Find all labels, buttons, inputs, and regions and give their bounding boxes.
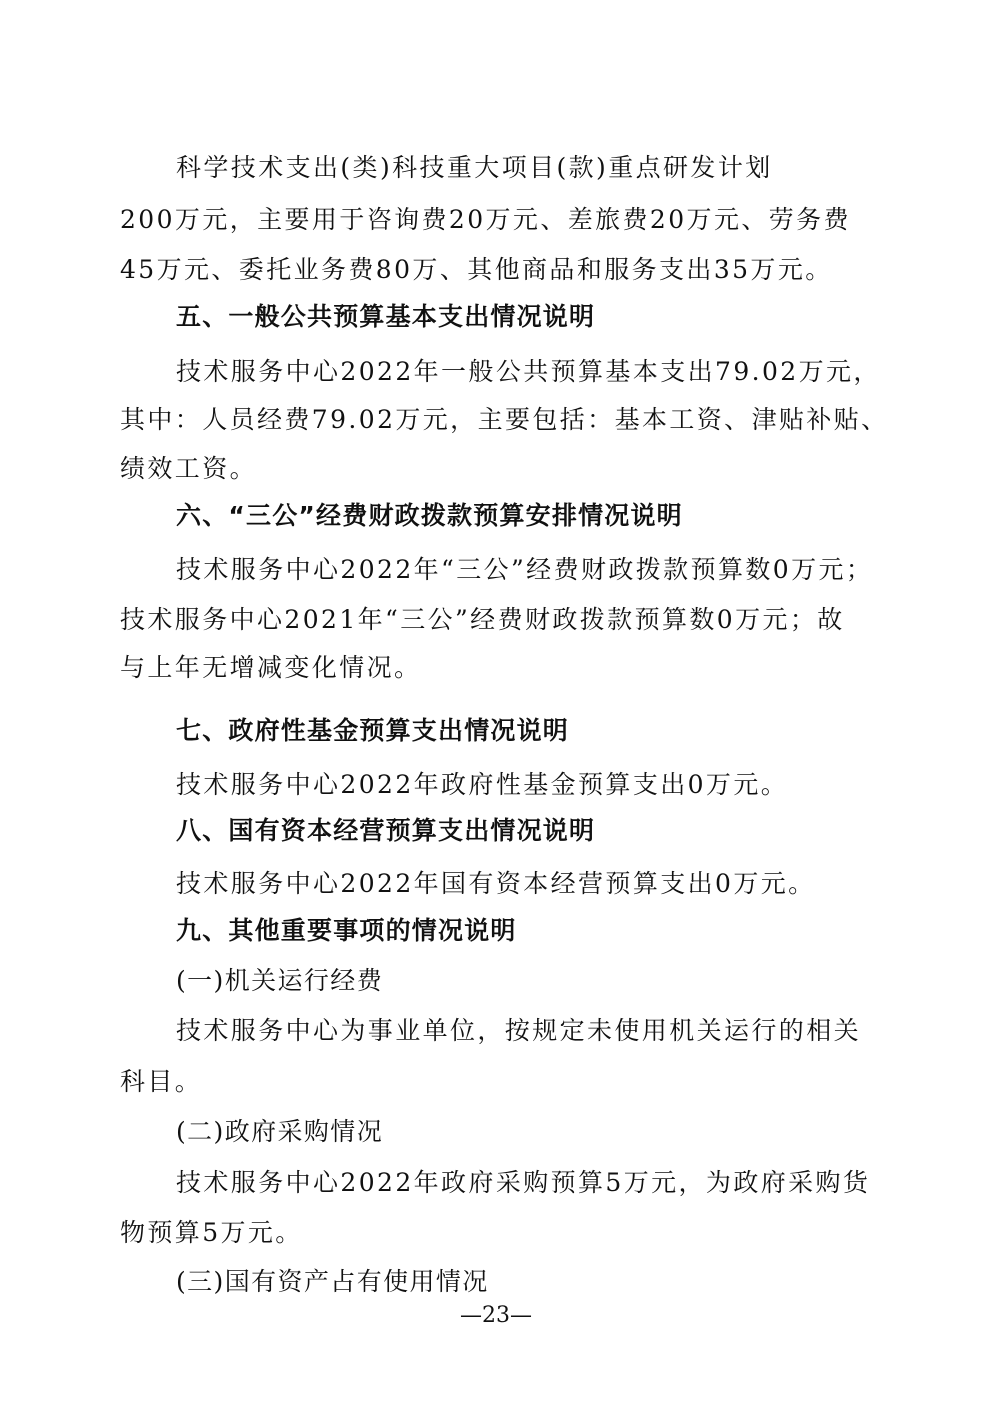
paragraph-line: 技术服务中心2022年一般公共预算基本支出79.02万元， <box>176 357 881 386</box>
paragraph-line: 科学技术支出(类)科技重大项目(款)重点研发计划 <box>176 153 773 182</box>
paragraph-line: 技术服务中心2022年政府采购预算5万元，为政府采购货 <box>176 1168 871 1197</box>
paragraph-line: 200万元，主要用于咨询费20万元、差旅费20万元、劳务费 <box>120 205 851 234</box>
section-heading: 八、国有资本经营预算支出情况说明 <box>176 816 596 845</box>
section-heading: 六、“三公”经费财政拨款预算安排情况说明 <box>176 501 683 530</box>
section-heading: 五、一般公共预算基本支出情况说明 <box>176 302 596 331</box>
paragraph-line: 技术服务中心2022年政府性基金预算支出0万元。 <box>176 770 789 799</box>
paragraph-line: 其中：人员经费79.02万元，主要包括：基本工资、津贴补贴、 <box>120 405 889 434</box>
paragraph-line: 科目。 <box>120 1067 203 1096</box>
paragraph-line: 45万元、委托业务费80万、其他商品和服务支出35万元。 <box>120 255 833 284</box>
paragraph-line: 技术服务中心2021年“三公”经费财政拨款预算数0万元；故 <box>120 605 845 634</box>
section-heading: 九、其他重要事项的情况说明 <box>176 916 517 945</box>
paragraph-line: 技术服务中心为事业单位，按规定未使用机关运行的相关 <box>176 1016 862 1045</box>
section-heading: 七、政府性基金预算支出情况说明 <box>176 716 570 745</box>
paragraph-line: 绩效工资。 <box>120 454 258 483</box>
paragraph-line: 技术服务中心2022年“三公”经费财政拨款预算数0万元； <box>176 555 874 584</box>
paragraph-line: 技术服务中心2022年国有资本经营预算支出0万元。 <box>176 869 816 898</box>
subsection-heading: (一)机关运行经费 <box>176 966 384 995</box>
page-number: —23— <box>460 1303 532 1328</box>
subsection-heading: (二)政府采购情况 <box>176 1117 384 1146</box>
paragraph-line: 物预算5万元。 <box>120 1218 303 1247</box>
paragraph-line: 与上年无增减变化情况。 <box>120 653 422 682</box>
subsection-heading: (三)国有资产占有使用情况 <box>176 1267 489 1296</box>
